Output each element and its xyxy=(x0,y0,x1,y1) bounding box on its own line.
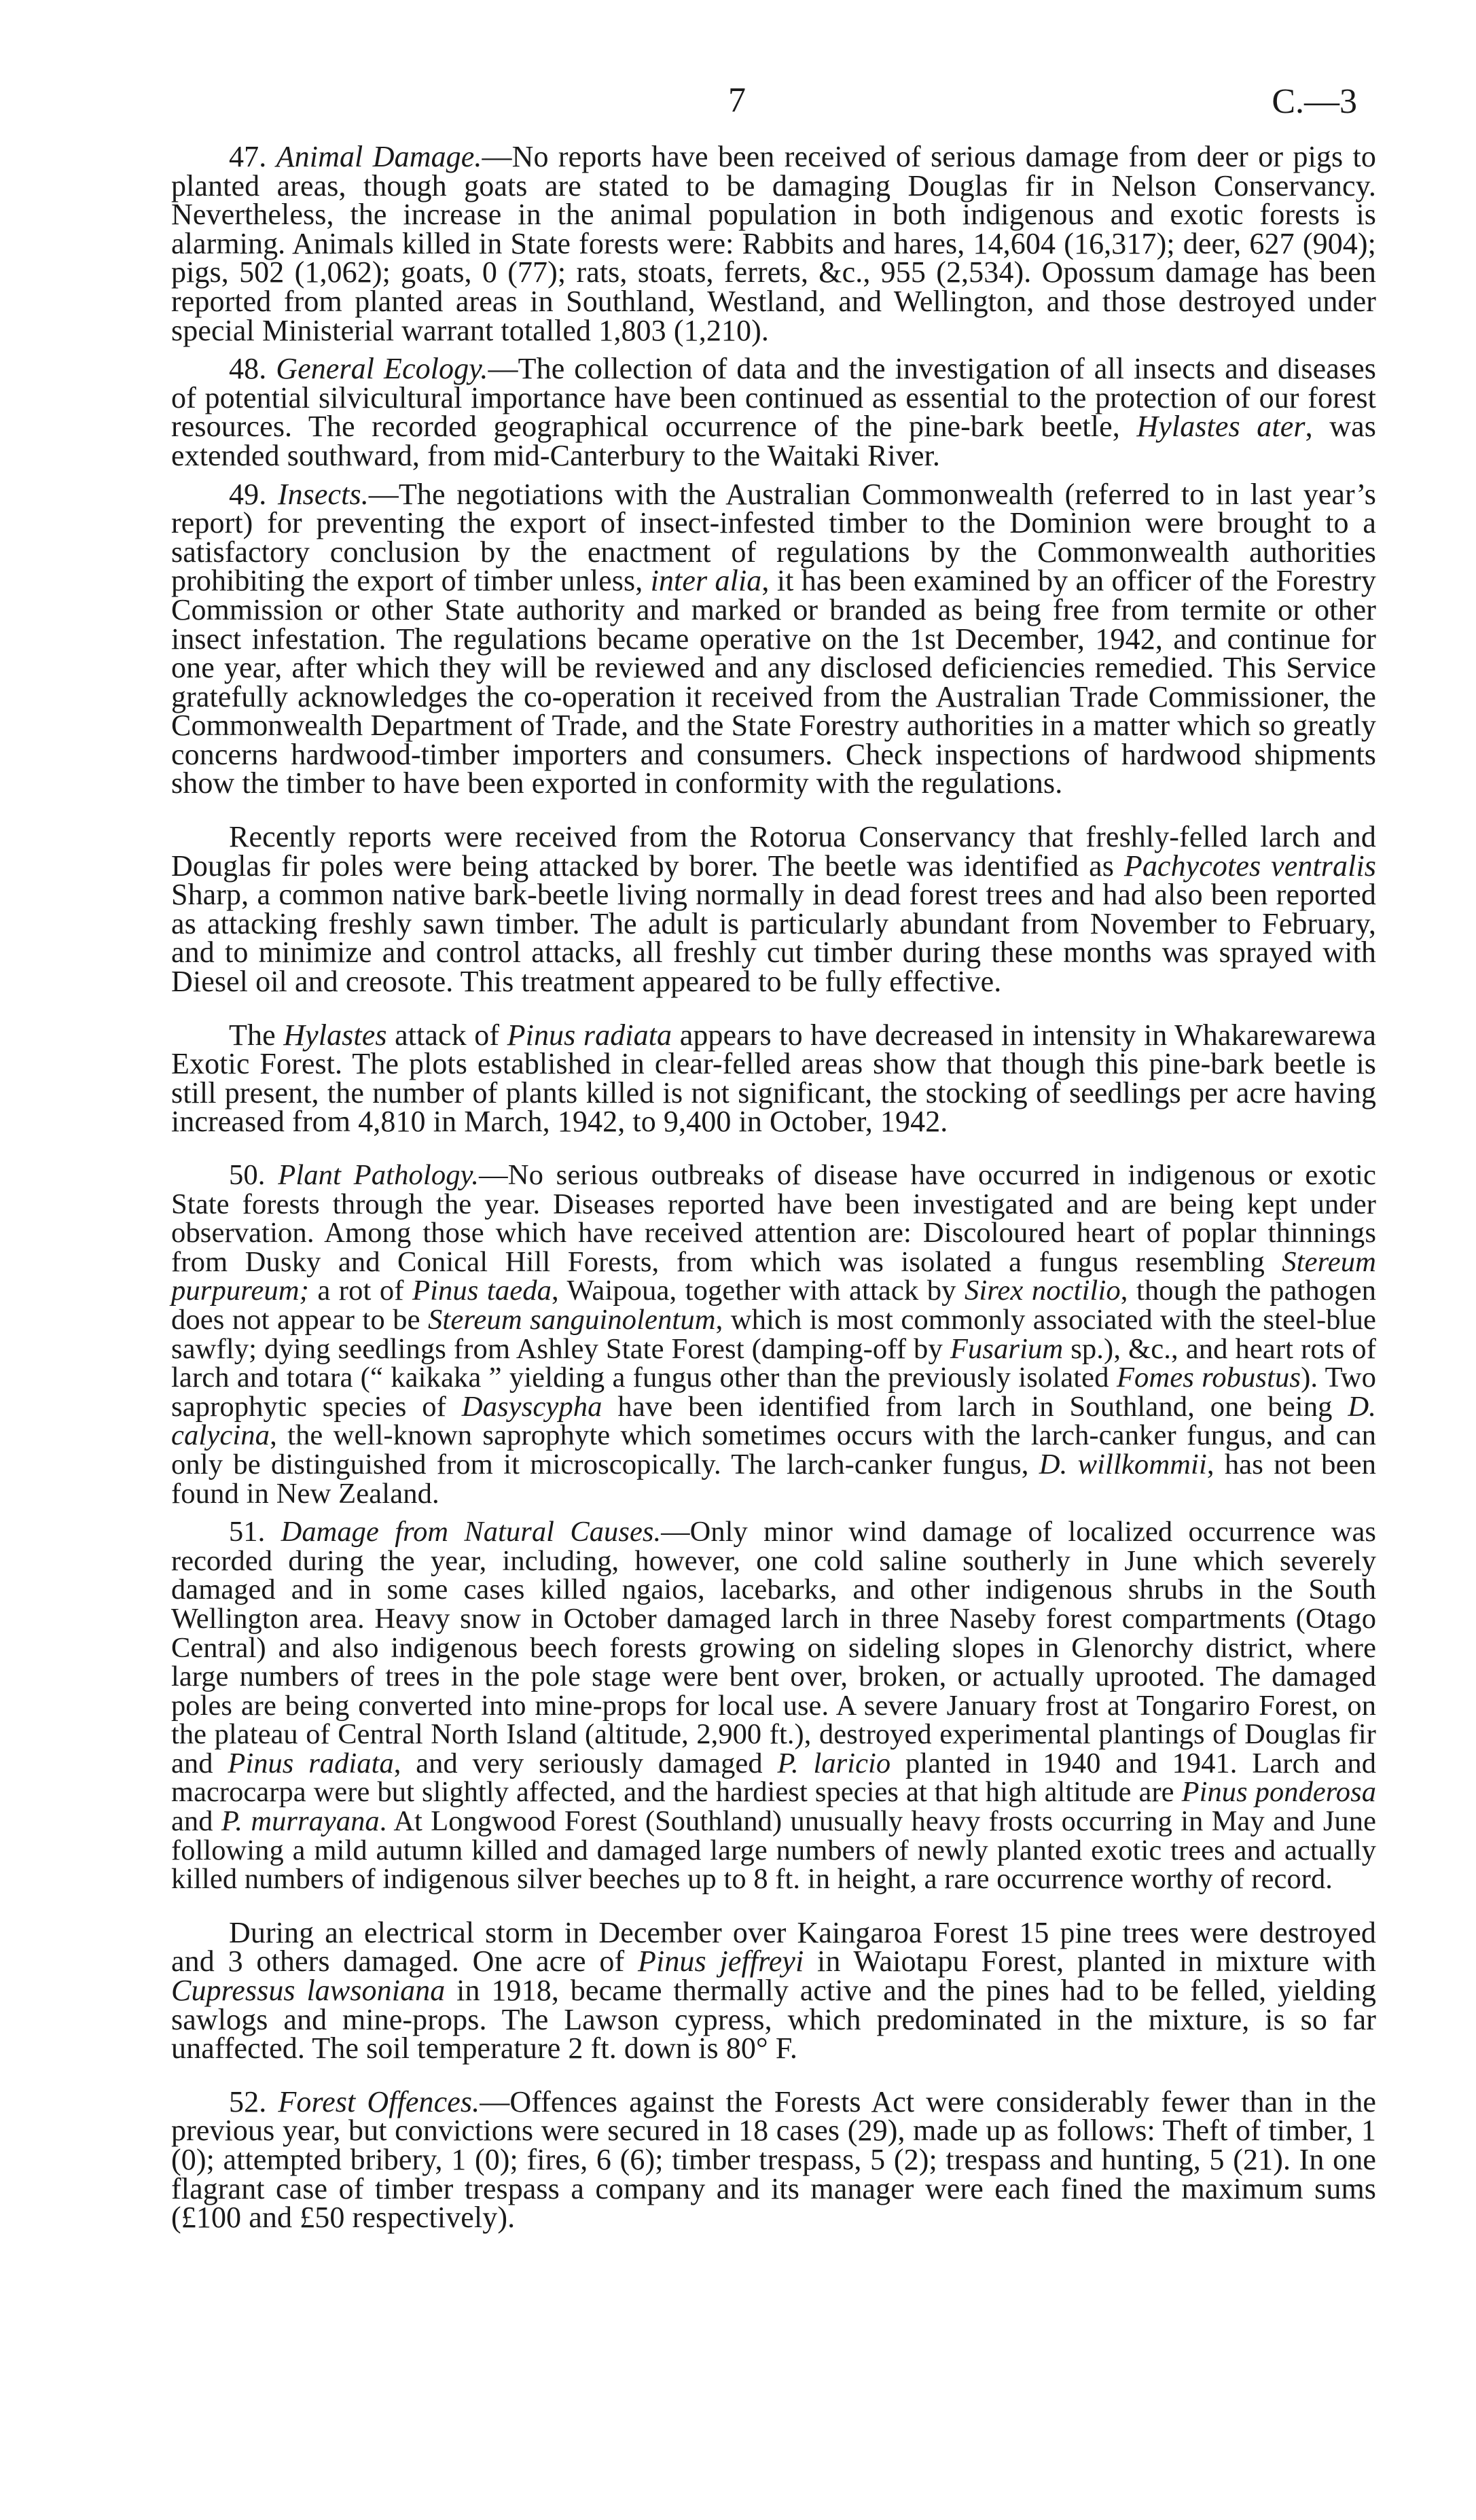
text-run: —No reports have been received of serious damage from deer or pigs to planted areas, though goats are stated to be damaging Douglas fir in Nelson Conservancy. Nevertheless, the increase in the animal population in both indigenous and exotic forests is alarming. Animals killed in State forests were: Rabbits and hares, 14,604 (16,317); deer, 627 (904); pigs, 502 (1,062); goats, 0 (77); rats, stoats, ferrets, &c., 955 (2,534). Opossum damage has been reported from planted areas in Southland, Westland, and Wellington, and those destroyed under special Ministerial warrant totalled 1,803 (1,210). xyxy=(171,140,1376,347)
text-run: a rot of xyxy=(308,1275,412,1307)
paragraph-49-hylastes xyxy=(171,1018,1376,1139)
paragraph-number: 52. xyxy=(229,2084,267,2118)
paragraph-heading: Plant Pathology. xyxy=(278,1159,480,1191)
text-run: —The collection of data and the investigation of all insects and diseases of potential silvicultural importance have been continued as essential to the protection of our forest resources. The recorded geographical occurrence of the pine-bark beetle, xyxy=(171,352,1376,444)
italic-term: Pinus ponderosa xyxy=(1181,1776,1376,1809)
report-reference: C.—3 xyxy=(1272,82,1357,121)
text-run: have been identified from larch in Southland, one being xyxy=(602,1390,1348,1423)
text-run: ). Two saprophytic species of xyxy=(171,1362,1376,1423)
text-run: —Only minor wind damage of localized occurrence was recorded during the year, including, however, one cold saline southerly in June which severely damaged and in some cases killed ngaios, lacebarks, and other indigenous shrubs in the South Wellington area. Heavy snow in October damaged larch in three Naseby forest compartments (Otago Central) and also indigenous beech forests growing on sideling slopes in Glenorchy district, where large numbers of trees in the pole stage were bent over, broken, or actually uprooted. The damaged poles are being converted into mine-props for local use. A severe January frost at Tongariro Forest, on the plateau of Central North Island (altitude, 2,900 ft.), destroyed experimental plantings of Douglas fir and xyxy=(171,1516,1376,1779)
text-run: , the well-known saprophyte which sometimes occurs with the larch-canker fungus, and can only be distinguished from it microscopically. The larch-canker fungus, xyxy=(171,1419,1376,1480)
paragraph-52-forest-offences xyxy=(171,2084,1376,2235)
italic-term: Fusarium xyxy=(950,1332,1064,1365)
text-run: and xyxy=(171,1805,221,1838)
paragraph-number: 47. xyxy=(229,140,267,173)
paragraph-heading: General Ecology. xyxy=(276,352,488,386)
paragraph-heading: Insects. xyxy=(277,477,369,511)
italic-term: Hylastes xyxy=(283,1018,387,1052)
italic-term: Hylastes ater xyxy=(1136,410,1306,444)
text-run: —The negotiations with the Australian Commonwealth (referred to in last year’s report) for preventing the export of insect-infested timber to the Dominion were brought to a satisfactory conclusion by the enactment of regulations by the Commonwealth authorities prohibiting the export of timber unless, xyxy=(171,477,1376,598)
italic-term: Pinus radiata xyxy=(507,1018,672,1052)
text-run: —Offences against the Forests Act were considerably fewer than in the previous year, but convictions were secured in 18 cases (29), made up as follows: Theft of timber, 1 (0); attempted bribery, 1 (0); fires, 6 (6); timber trespass, 5 (2); trespass and hunting, 5 (21). In one flagrant case of timber trespass a company and its manager were each fined the maximum sums (£100 and £50 respectively). xyxy=(171,2084,1376,2235)
text-run: in 1918, became thermally active and the pines had to be felled, yielding sawlogs and mine-props. The Lawson cypress, which predominated in the mixture, is so far unaffected. The soil temperature 2 ft. down is 80° F. xyxy=(171,1974,1377,2065)
italic-term: Stereum purpureum; xyxy=(171,1245,1376,1307)
paragraph-51-natural-causes xyxy=(171,1518,1376,1894)
text-run: sp.), &c., and heart rots of larch and totara (“ kaikaka ” yielding a fungus other than the previously isolated xyxy=(171,1332,1376,1394)
paragraph-48-general-ecology xyxy=(171,352,1376,472)
text-run: , was extended southward, from mid-Canterbury to the Waitaki River. xyxy=(171,410,1376,472)
italic-term: D. willkommii xyxy=(1039,1448,1207,1480)
italic-term: inter alia xyxy=(650,564,762,598)
paragraph-49-borer-attack xyxy=(171,820,1376,999)
text-run: , has not been found in New Zealand. xyxy=(171,1448,1376,1510)
text-run: —No serious outbreaks of disease have occurred in indigenous or exotic State forests through the year. Diseases reported have been investigated and are being kept under observation. Among those which have received attention are: Discoloured heart of poplar thinnings from Dusky and Conical Hill Forests, from which was isolated a fungus resembling xyxy=(171,1159,1376,1278)
text-run: , Waipoua, together with attack by xyxy=(552,1275,965,1307)
italic-term: Pinus taeda xyxy=(412,1275,552,1307)
italic-term: Sirex noctilio xyxy=(964,1275,1121,1307)
paragraph-51-electrical-storm xyxy=(171,1915,1377,2065)
italic-term: P. laricio xyxy=(777,1747,891,1779)
text-run: , it has been examined by an officer of the Forestry Commission or other State authority and marked or branded as being free from termite or other insect infestation. The regulations became operative on the 1st December, 1942, and continue for one year, after which they will be reviewed and any disclosed deficiencies remedied. This Service gratefully acknowledges the co-operation it received from the Australian Trade Commissioner, the Commonwealth Department of Trade, and the State Forestry authorities in a matter which so greatly concerns hardwood-timber importers and consumers. Check inspections of hardwood shipments show the timber to have been exported in conformity with the regulations. xyxy=(171,564,1376,800)
italic-term: P. murrayana xyxy=(221,1805,380,1838)
paragraph-50-plant-pathology xyxy=(171,1161,1376,1508)
paragraph-heading: Damage from Natural Causes. xyxy=(281,1516,662,1548)
italic-term: Cupressus lawsoniana xyxy=(171,1974,446,2008)
paragraph-heading: Animal Damage. xyxy=(276,140,482,173)
text-run: Recently reports were received from the Rotorua Conservancy that freshly-felled larch and Douglas fir poles were being attacked by borer. The beetle was identified as xyxy=(171,820,1376,883)
text-run: , though the pathogen does not appear to be xyxy=(171,1275,1377,1336)
paragraph-heading: Forest Offences. xyxy=(278,2084,480,2118)
paragraph-number: 50. xyxy=(229,1159,266,1191)
paragraph-number: 49. xyxy=(229,477,267,511)
italic-term: Fomes robustus xyxy=(1116,1362,1301,1394)
text-run: Sharp, a common native bark-beetle living normally in dead forest trees and had also been reported as attacking freshly sawn timber. The adult is particularly abundant from November to February, and to minimize and control attacks, all freshly cut timber during these months was sprayed with Diesel oil and creosote. This treatment appeared to be fully effective. xyxy=(171,878,1376,999)
text-run: planted in 1940 and 1941. Larch and macrocarpa were but slightly affected, and the hardiest species at that high altitude are xyxy=(171,1747,1376,1809)
text-run: appears to have decreased in intensity in Whakarewarewa Exotic Forest. The plots established in clear-felled areas show that though this pine-bark beetle is still present, the number of plants killed is not significant, the stocking of seedlings per acre having increased from 4,810 in March, 1942, to 9,400 in October, 1942. xyxy=(171,1018,1376,1139)
paragraph-number: 48. xyxy=(229,352,267,386)
paragraph-47-animal-damage xyxy=(171,140,1376,347)
italic-term: Pinus radiata xyxy=(228,1747,394,1779)
document-body xyxy=(171,140,1377,2235)
text-run: , which is most commonly associated with the steel-blue sawfly; dying seedlings from Ashley State Forest (damping-off by xyxy=(171,1303,1376,1365)
text-run: . At Longwood Forest (Southland) unusually heavy frosts occurring in May and June following a mild autumn killed and damaged large numbers of newly planted exotic trees and actually killed numbers of indigenous silver beeches up to 8 ft. in height, a rare occurrence worthy of record. xyxy=(171,1805,1376,1896)
page-number: 7 xyxy=(728,81,746,120)
text-run: attack of xyxy=(386,1018,507,1052)
text-run: The xyxy=(229,1018,284,1052)
italic-term: Pachycotes ventralis xyxy=(1123,849,1376,883)
italic-term: Dasyscypha xyxy=(461,1390,602,1423)
text-run: , and very seriously damaged xyxy=(393,1747,778,1779)
italic-term: Pinus jeffreyi xyxy=(638,1945,804,1978)
italic-term: Stereum sanguinolentum xyxy=(428,1303,716,1336)
paragraph-number: 51. xyxy=(229,1516,266,1548)
italic-term: D. calycina xyxy=(171,1390,1376,1452)
text-run: During an electrical storm in December over Kaingaroa Forest 15 pine trees were destroyed and 3 others damaged. One acre of xyxy=(171,1915,1376,1978)
paragraph-49-insects xyxy=(171,477,1376,800)
text-run: in Waiotapu Forest, planted in mixture with xyxy=(804,1945,1377,1978)
